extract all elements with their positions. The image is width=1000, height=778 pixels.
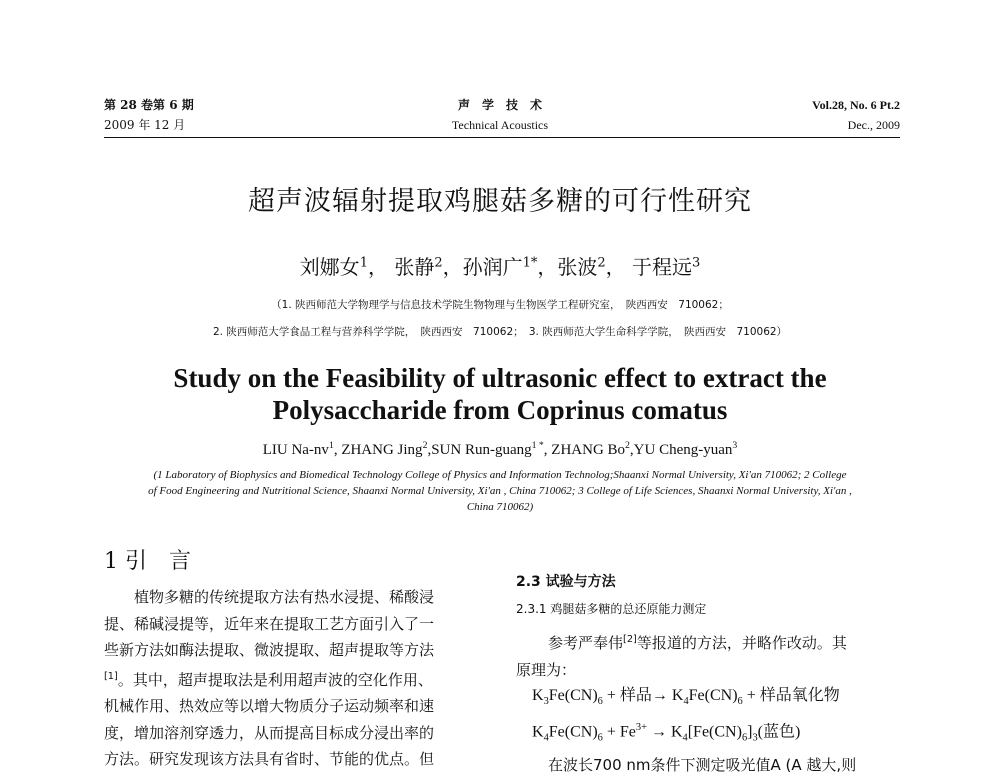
journal-name-cn: 声 学 技 术 — [457, 98, 542, 112]
eq-sub: 3 — [752, 732, 758, 744]
eq-term: + Fe — [602, 723, 636, 741]
section-2-3-heading: 2.3 试验与方法 — [516, 574, 616, 590]
date-en: Dec., 2009 — [847, 118, 900, 132]
title-en-line2: Polysaccharide from Coprinus comatus — [272, 395, 728, 425]
body-line-text: 。其中，超声提取法是利用超声波的空化作用、 — [117, 670, 433, 689]
authors-en — [0, 440, 1000, 459]
author-en-1-aff: 1 — [328, 440, 334, 451]
body-line — [516, 627, 906, 657]
author-cn-4-aff: 2 — [597, 255, 606, 271]
header-rule — [104, 137, 900, 138]
author-en-5: ,YU Cheng-yuan — [629, 442, 733, 458]
author-en-3-aff: 1 * — [531, 440, 544, 451]
section-1-heading: 1 引 言 — [104, 549, 191, 574]
body-line: 方法。研究发现该方法具有省时、节能的优点。但 — [104, 750, 435, 768]
author-cn-1-aff: 1 — [359, 255, 368, 271]
eq-sub: 4 — [682, 732, 688, 744]
citation: [1] — [104, 670, 118, 682]
body-line: 提、稀碱浸提等，近年来在提取工艺方面引入了一 — [104, 614, 435, 633]
author-en-1: LIU Na-nv — [262, 442, 329, 458]
eq-term: [Fe(CN) — [687, 723, 742, 741]
affiliation-cn-line2: 2. 陕西师范大学食品工程与营养科学学院， 陕西西安 710062； 3. 陕西师范大学生命科学学院， 陕西西安 710062） — [212, 326, 788, 338]
body-line: 度，增加溶剂穿透力，从而提高目标成分浸出率的 — [104, 723, 435, 742]
affiliation-en-line1: (1 Laboratory of Biophysics and Biomedical Technology College of Physics and Information Technolog;Shaanxi Normal University, Xi'an 710062; 2 College — [153, 469, 847, 481]
section-2-3-body — [516, 627, 906, 778]
eq-sub: 4 — [543, 732, 549, 744]
eq-term: (蓝色) — [757, 723, 801, 741]
eq-term: ] — [747, 723, 753, 741]
eq-sub: 4 — [683, 696, 689, 708]
body-line — [104, 664, 484, 694]
section-1-body — [104, 584, 484, 773]
eq-sub: 3 — [543, 696, 549, 708]
body-line: 机械作用、热效应等以增大物质分子运动频率和速 — [104, 697, 435, 715]
eq-term: K — [532, 687, 544, 704]
author-cn-5: 于程远 — [632, 255, 693, 279]
author-cn-4: 张波 — [557, 255, 598, 279]
eq-term: + 样品→ K — [602, 687, 684, 704]
author-cn-3: 孙润广 — [462, 255, 523, 279]
body-line: 植物多糖的传统提取方法有热水浸提、稀酸浸 — [134, 588, 435, 606]
eq-term: K — [532, 723, 544, 741]
author-en-3: ,SUN Run-guang — [427, 442, 532, 458]
author-en-4: , ZHANG Bo — [543, 442, 626, 458]
affiliation-en-line3: China 710062) — [466, 501, 534, 513]
author-cn-2: 张静 — [394, 255, 435, 279]
author-en-2: , ZHANG Jing — [333, 442, 423, 458]
affiliation-cn-line1: （1. 陕西师范大学物理学与信息技术学院生物物理与生物医学工程研究室， 陕西西安 710062； — [271, 299, 729, 311]
author-en-4-aff: 2 — [625, 440, 630, 451]
equation-2 — [516, 715, 906, 752]
author-en-5-aff: 3 — [732, 440, 738, 451]
author-en-2-aff: 2 — [422, 440, 428, 451]
body-line: 原理为： — [516, 660, 577, 679]
volume-issue-cn: 第 28 卷第 6 期 — [104, 98, 194, 112]
eq-term: Fe(CN) — [688, 687, 738, 704]
journal-name-en: Technical Acoustics — [451, 118, 549, 132]
section-2-3-1-heading: 2.3.1 鸡腿菇多糖的总还原能力测定 — [516, 602, 707, 616]
author-cn-1: 刘娜女 — [299, 255, 360, 279]
eq-term: Fe(CN) — [548, 723, 598, 741]
title-en-line1: Study on the Feasibility of ultrasonic effect to extract the — [173, 363, 827, 393]
eq-term: Fe(CN) — [548, 687, 598, 704]
authors-cn: 刘娜女$^1$， 张静$^2$，孙润广$^{1*}$，张波$^2$， 于程远$^3$ — [299, 255, 701, 279]
eq-sub: 6 — [597, 696, 603, 708]
eq-term: → K — [646, 723, 683, 741]
eq-sub: 6 — [737, 696, 743, 708]
author-cn-5-aff: 3 — [692, 255, 701, 271]
date-cn: 2009 年 12 月 — [104, 118, 186, 132]
volume-issue-en: Vol.28, No. 6 Pt.2 — [812, 98, 900, 112]
eq-term: + 样品氧化物 — [742, 687, 840, 704]
title-cn: 超声波辐射提取鸡腿菇多糖的可行性研究 — [248, 186, 752, 217]
author-cn-3-aff: 1* — [522, 255, 538, 271]
eq-sub: 6 — [597, 732, 603, 744]
equation-1 — [516, 683, 906, 715]
body-line: 些新方法如酶法提取、微波提取、超声提取等方法 — [104, 641, 435, 659]
citation: [2] — [623, 634, 637, 645]
body-line: 在波长700 nm条件下测定吸光值A (A 越大,则 — [548, 755, 857, 774]
author-cn-2-aff: 2 — [434, 255, 443, 271]
body-text: 等报道的方法，并略作改动。其 — [636, 634, 847, 652]
eq-sub: 6 — [741, 732, 748, 744]
affiliation-en-line2: of Food Engineering and Nutritional Science, Shaanxi Normal University, Xi'an , China 710062; 3 College of Life Sciences, Shaanxi Normal University, Xi'an , — [148, 485, 852, 497]
body-text: 参考严奉伟 — [548, 634, 624, 652]
eq-sup: 3+ — [635, 722, 647, 734]
